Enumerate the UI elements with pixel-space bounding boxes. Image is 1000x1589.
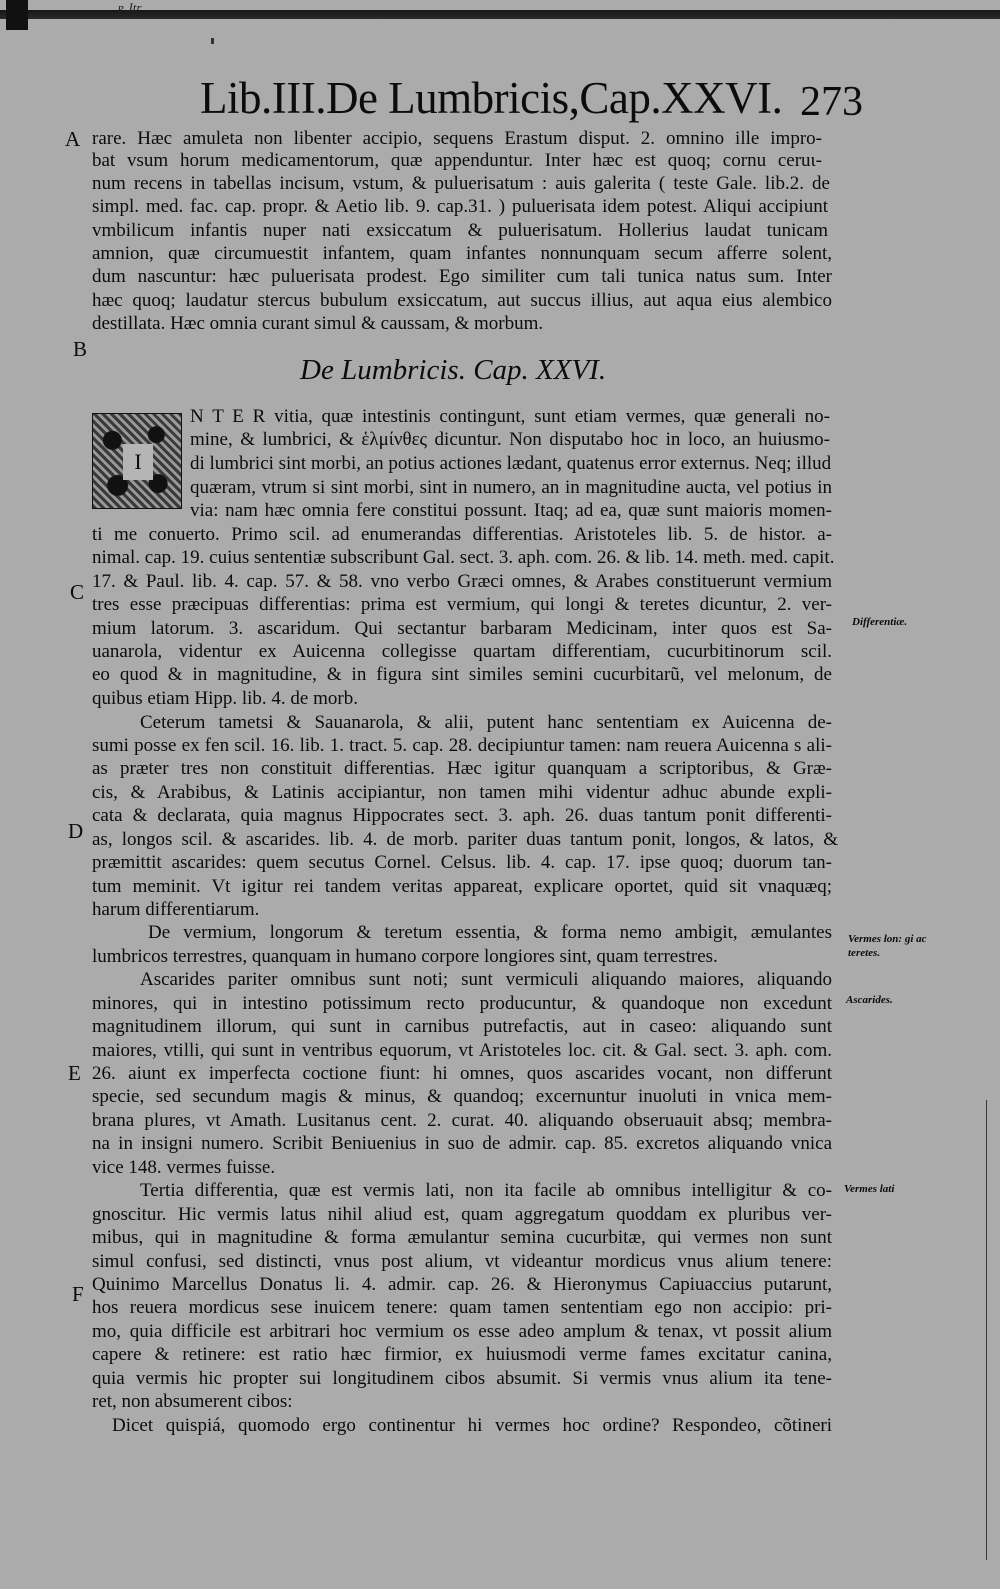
text-line: cis, & Arabibus, & Latinis accipiantur, non tamen mihi videntur adhuc abunde expli- (92, 782, 832, 803)
text-line: rare. Hæc amuleta non libenter accipio, sequens Erastum disput. 2. omnino ille impro- (92, 128, 822, 149)
text-line: N T E R vitia, quæ intestinis contingunt, sunt etiam vermes, quæ generali no- (190, 406, 830, 427)
text-line: præmittit ascarides: quem secutus Cornel. Celsus. lib. 4. cap. 17. ipse quoq; duorum tan- (92, 852, 832, 873)
text-line: dum nascuntur: hæc puluerisata prodest. Ego similiter cum tali tunica natus sum. Inter (92, 266, 832, 287)
section-letter-a: A (65, 127, 81, 151)
ink-speck (211, 38, 214, 44)
text-line: di lumbrici sint morbi, an potius actiones lædant, quatenus error externus. Neq; illud (190, 453, 832, 474)
text-line: minores, qui in intestino potissimum recto producuntur, & quandoque non excedunt (92, 993, 832, 1014)
text-line: via: nam hæc omnia fere constitui possunt. Itaq; ad ea, quæ sunt maioris momen- (190, 500, 832, 521)
text-line: mine, & lumbrici, & ἑλμίνθες dicuntur. Non disputabo hoc in loco, an huiusmo- (190, 429, 830, 450)
text-line: vmbilicum infantis nuper nati exsiccatum & puluerisatum. Hollerius laudat tunicam (92, 220, 828, 241)
handwritten-scribble: ɐ Jtr (118, 0, 142, 15)
text-line: vice 148. vermes fuisse. (92, 1157, 276, 1178)
text-line: as præter tres non constituit differentias. Hæc igitur quanquam a scriptoribus, & Græ- (92, 758, 832, 779)
text-line: gnoscitur. Hic vermis latus nihil aliud est, quam aggregatum quoddam ex pluribus ver- (92, 1204, 832, 1225)
text-line: quæram, vtrum si sint morbi, sint in numero, an in magnitudine aucta, vel potius in (190, 477, 832, 498)
text-line: mo, quia difficile est arbitrari hoc vermium os esse adeo amplum & tenax, vt possit alium (92, 1321, 832, 1342)
margin-note-vermes-longi: Vermes lon: gi ac teretes. (848, 933, 927, 959)
text-line: tum meminit. Vt igitur rei tandem veritas appareat, explicare oportet, quid sit vnaquæq; (92, 876, 832, 897)
text-line: na in insigni numero. Scribit Beniuenius in suo de admir. cap. 85. excretos aliquando vnica (92, 1133, 832, 1154)
top-border-rule (0, 10, 1000, 19)
text-line: num recens in tabellas incisum, vstum, & puluerisatum : auis galerita ( teste Gale. lib.2. de (92, 173, 830, 194)
text-line: Tertia differentia, quæ est vermis lati, non ita facile ab omnibus intelligitur & co- (140, 1180, 832, 1201)
text-line: simul confusi, sed distincti, vnus post alium, vt videantur mordicus vnus alium tenere: (92, 1251, 832, 1272)
margin-note-ascarides: Ascarides. (846, 994, 893, 1006)
text-line: mium latorum. 3. ascaridum. Qui sectantur barbaram Medicinam, inter quos est Sa- (92, 618, 832, 639)
text-line: hos reuera mordicus sese inuicem tenere: quam tamen sententiam ego non accipio: pri- (92, 1297, 832, 1318)
text-line: amnion, quæ circumuestit infantem, quam infantes nonnunquam secum afferre solent, (92, 243, 832, 264)
text-line: ret, non absumerent cibos: (92, 1391, 293, 1412)
text-line: specie, sed secundum magis & minus, & quandoq; excernuntur inuoluti in vnica mem- (92, 1086, 832, 1107)
section-letter-c: C (70, 580, 85, 604)
initial-letter: I (123, 444, 153, 480)
text-line: ti me conuerto. Primo scil. ad enumerandas differentias. Aristoteles lib. 5. de histor. a- (92, 524, 832, 545)
text-line: Ascarides pariter omnibus sunt noti; sunt vermiculi aliquando maiores, aliquando (140, 969, 832, 990)
text-line: 26. aiunt ex imperfecta coctione fiunt: hi omnes, quos ascarides vocant, non differunt (92, 1063, 832, 1084)
text-line: magnitudinem illorum, qui sunt in carnibus putrefactis, aut in caseo: aliquando sunt (92, 1016, 832, 1037)
text-line: hæc quoq; laudatur stercus bubulum exsiccatum, aut succus illius, aut aqua eius alembico (92, 290, 832, 311)
text-line: destillata. Hæc omnia curant simul & caussam, & morbum. (92, 313, 544, 334)
text-line: Ceterum tametsi & Sauanarola, & alii, putent hanc sententiam ex Auicenna de- (140, 712, 832, 733)
section-letter-b: B (73, 337, 88, 361)
text-line: as, longos scil. & ascarides. lib. 4. de morb. pariter duas tantum ponit, longos, & latos, & (92, 829, 838, 850)
text-line: cata & declarata, quia magnus Hippocrates sect. 3. aph. 26. duas tantum ponit differenti- (92, 805, 832, 826)
text-line: uanarola, videntur ex Auicenna collegisse quartam differentiam, cucurbitinorum scil. (92, 641, 832, 662)
page-number: 273 (800, 79, 863, 125)
text-line: brana plures, vt Amath. Lusitanus cent. 2. curat. 40. aliquando obseruauit absq; membra- (92, 1110, 832, 1131)
text-line: tres esse præcipuas differentias: prima est vermium, qui longi & teretes dicuntur, 2. ver- (92, 594, 832, 615)
chapter-title: De Lumbricis. Cap. XXVI. (300, 354, 607, 386)
text-line: lumbricos terrestres, quanquam in humano corpore longiores sint, quam terrestres. (92, 946, 718, 967)
text-line: nimal. cap. 19. cuius sententiæ subscribunt Gal. sect. 3. aph. com. 26. & lib. 14. meth. med. capit. (92, 547, 835, 568)
gutter-edge (986, 1100, 987, 1560)
text-line: quibus etiam Hipp. lib. 4. de morb. (92, 688, 358, 709)
corner-ink-mark (6, 0, 28, 30)
text-line: quia vermis hic propter sui longitudinem cibos absumit. Si vermis vnus alium ita tene- (92, 1368, 832, 1389)
text-line: bat vsum horum medicamentorum, quæ appenduntur. Inter hæc est quoq; cornu ceruι- (92, 150, 822, 171)
text-line: eo quod & in magnitudine, & in figura sint similes semini cucurbitarũ, vel melonum, de (92, 664, 832, 685)
text-line: Dicet quispiá, quomodo ergo continentur hi vermes hoc ordine? Respondeo, cõtineri (112, 1415, 832, 1436)
section-letter-e: E (68, 1061, 81, 1085)
decorated-initial (92, 413, 182, 509)
text-line: simpl. med. fac. cap. propr. & Aetio lib. 9. cap.31. ) puluerisata idem potest. Aliqui accipiunt (92, 196, 828, 217)
margin-note-differentiae: Differentiæ. (852, 616, 908, 628)
margin-note-vermes-lati: Vermes lati (844, 1183, 895, 1195)
text-line: capere & retinere: est ratio hæc firmior, ex huiusmodi verme fames excitatur canina, (92, 1344, 832, 1365)
section-letter-f: F (72, 1282, 84, 1306)
text-line: De vermium, longorum & teretum essentia, & forma nemo ambigit, æmulantes (148, 922, 832, 943)
text-line: 17. & Paul. lib. 4. cap. 57. & 58. vno verbo Græci omnes, & Arabes constituerunt vermium (92, 571, 832, 592)
text-line: maiores, vtilli, qui sunt in ventribus equorum, vt Aristoteles loc. cit. & Gal. sect. 3. aph. com. (92, 1040, 832, 1061)
text-line: mibus, qui in magnitudine & forma æmulantur semina cucurbitæ, qui vermes non sunt (92, 1227, 832, 1248)
running-head: Lib.III.De Lumbricis,Cap.XXVI. (200, 73, 783, 123)
text-line: harum differentiarum. (92, 899, 260, 920)
text-line: sumi posse ex fen scil. 16. lib. 1. tract. 5. cap. 28. decipiuntur tamen: nam reuera Auicenna s ali- (92, 735, 832, 756)
section-letter-d: D (68, 819, 84, 843)
text-line: Quinimo Marcellus Donatus li. 4. admir. cap. 26. & Hieronymus Capiuaccius putarunt, (92, 1274, 832, 1295)
